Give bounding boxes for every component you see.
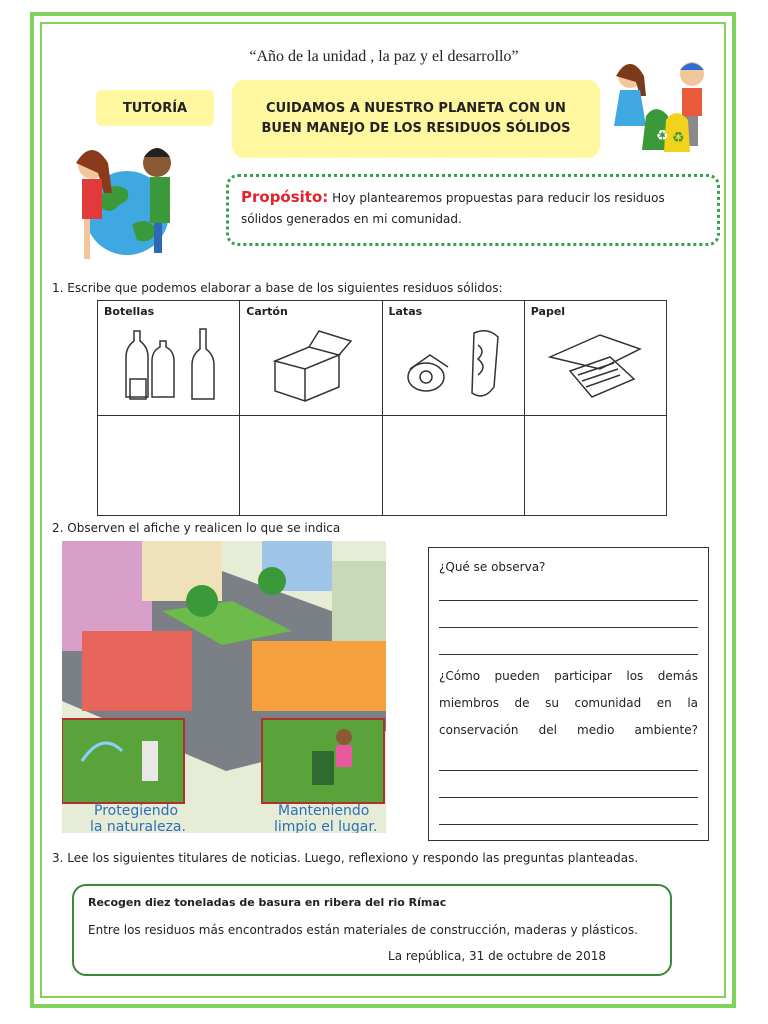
bottles-icon [114, 327, 224, 403]
prompt-participation: ¿Cómo pueden participar los demás miembros de su comunidad en la conservación del medio ambiente? [439, 669, 698, 737]
waste-table [97, 300, 667, 516]
cans-icon [398, 325, 508, 405]
col-header: Latas [388, 305, 423, 318]
answer-cell[interactable] [382, 416, 524, 516]
answer-line[interactable] [439, 798, 698, 825]
recycling-kids-illustration [606, 56, 718, 156]
answer-line[interactable] [439, 628, 698, 655]
answer-cell[interactable] [98, 416, 240, 516]
question-1: 1. Escribe que podemos elaborar a base de los siguientes residuos sólidos: [52, 281, 503, 295]
city-scene-illustration [62, 541, 386, 833]
answer-line[interactable] [439, 744, 698, 771]
poster-caption-right-1: Manteniendo [278, 803, 370, 819]
community-poster [62, 541, 386, 833]
news-body: Entre los residuos más encontrados están materiales de construcción, maderas y plásticos. [88, 923, 638, 937]
question-2: 2. Observen el afiche y realicen lo que se indica [52, 521, 341, 535]
col-header: Papel [530, 305, 566, 318]
motto: “Año de la unidad , la paz y el desarrollo” [249, 48, 519, 65]
col-header: Cartón [246, 305, 288, 318]
answer-line[interactable] [439, 601, 698, 628]
purpose-text: Hoy plantearemos propuestas para reducir los residuos sólidos generados en mi comunidad. [241, 191, 665, 226]
col-carton [240, 301, 382, 416]
answer-line[interactable] [439, 574, 698, 601]
news-headline: Recogen diez toneladas de basura en ribera del rio Rímac [88, 896, 447, 909]
answer-cell[interactable] [524, 416, 666, 516]
question-2-answer-box [428, 547, 709, 841]
tutoria-label: TUTORÍA [96, 90, 214, 126]
col-latas [382, 301, 524, 416]
col-papel [524, 301, 666, 416]
purpose-box [226, 174, 720, 246]
kids-globe-illustration [62, 135, 192, 265]
news-source: La república, 31 de octubre de 2018 [388, 949, 606, 963]
poster-caption-left-1: Protegiendo [94, 803, 179, 819]
poster-caption-right-2: limpio el lugar. [274, 819, 378, 833]
answer-line[interactable] [439, 771, 698, 798]
paper-icon [540, 327, 650, 403]
poster-caption-left-2: la naturaleza. [90, 819, 186, 833]
purpose-label: Propósito: [241, 188, 329, 206]
svg-text:♻: ♻ [656, 128, 669, 144]
svg-text:♻: ♻ [672, 130, 685, 146]
col-header: Botellas [104, 305, 155, 318]
worksheet-title [232, 80, 600, 158]
title-line-1: CUIDAMOS A NUESTRO PLANETA CON UN [266, 101, 566, 116]
col-botellas [98, 301, 240, 416]
cardboard-box-icon [261, 327, 361, 403]
question-3: 3. Lee los siguientes titulares de noticias. Luego, reflexiono y respondo las preguntas planteadas. [52, 851, 639, 865]
news-box [72, 884, 672, 976]
title-line-2: BUEN MANEJO DE LOS RESIDUOS SÓLIDOS [261, 121, 571, 136]
prompt-what-observed: ¿Qué se observa? [439, 560, 546, 574]
answer-cell[interactable] [240, 416, 382, 516]
